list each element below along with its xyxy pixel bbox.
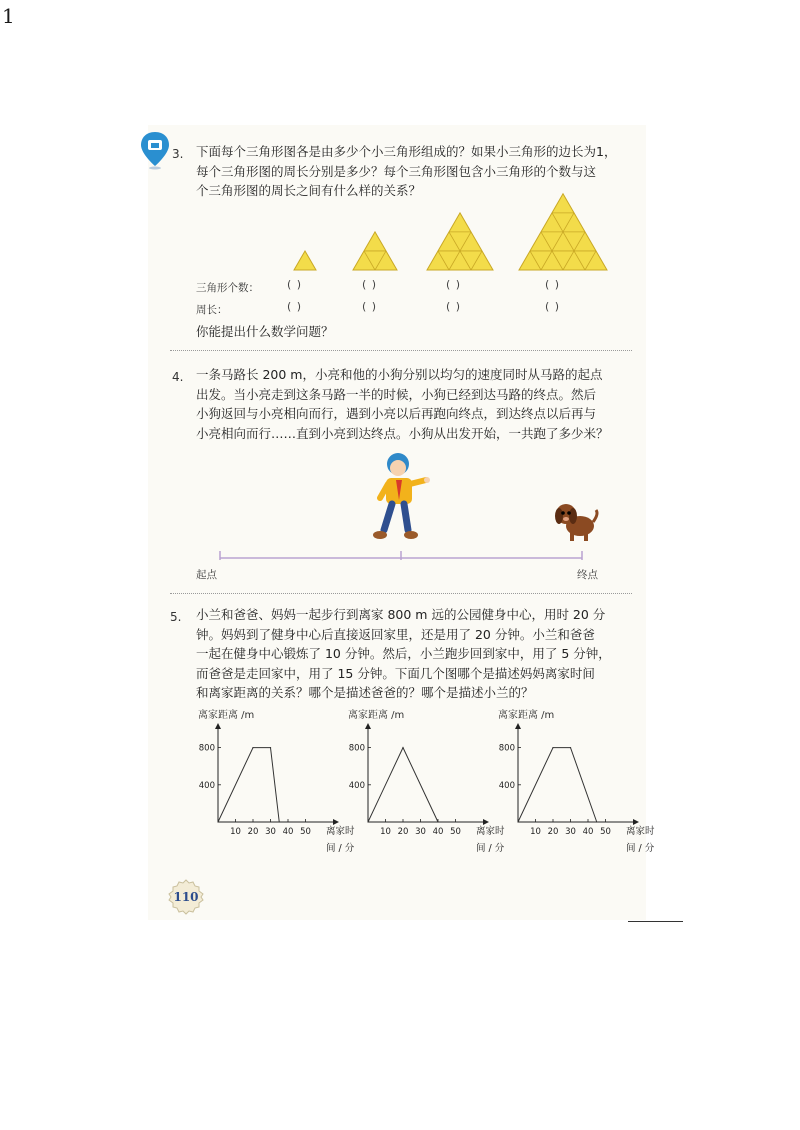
corner-number: 1 (2, 4, 15, 28)
end-label: 终点 (577, 569, 598, 581)
x-tick-label: 30 (565, 827, 576, 837)
data-point (517, 821, 518, 822)
count-blank-1[interactable]: ( ) (287, 278, 303, 291)
start-label: 起点 (196, 569, 217, 581)
data-point (570, 747, 571, 748)
data-point (217, 821, 218, 822)
x-axis-label-unit: 间 / 分 (326, 843, 355, 854)
q3-line: 个三角形图的周长之间有什么样的关系？ (196, 183, 422, 198)
triangle-figure-2 (353, 232, 397, 270)
road-line (210, 548, 592, 568)
q3-line: 每个三角形图的周长分别是多少？每个三角形图包含小三角形的个数与这 (196, 163, 597, 179)
triangle-figures (280, 188, 620, 273)
q4-line: 一条马路长 200 m，小亮和他的小狗分别以均匀的速度同时从马路的起点 (196, 367, 603, 382)
y-tick-label: 800 (198, 743, 215, 754)
data-point (552, 747, 553, 748)
y-tick-label: 800 (498, 743, 515, 754)
q5-line: 小兰和爸爸、妈妈一起步行到离家 800 m 远的公园健身中心，用时 20 分 (196, 607, 606, 622)
q5-line: 和离家距离的关系？哪个是描述爸爸的？哪个是描述小兰的？ (196, 685, 534, 700)
x-tick-label: 50 (300, 827, 311, 837)
y-axis-arrow (365, 723, 371, 729)
chart-1-ylabel: 离家距离 /m (198, 710, 255, 721)
x-tick-label: 30 (265, 827, 276, 837)
q3-followup-question: 你能提出什么数学问题？ (196, 324, 334, 339)
series-line (518, 748, 597, 822)
q5-line: 钟。妈妈到了健身中心后直接返回家里，还是用了 20 分钟。小兰和爸爸 (196, 626, 595, 642)
y-tick-label: 400 (198, 780, 215, 791)
count-blank-2[interactable]: ( ) (362, 278, 378, 291)
y-tick-label: 400 (348, 780, 365, 791)
series-line (218, 748, 279, 822)
q4-line: 小亮相向而行……直到小亮到达终点。小狗从出发开始，一共跑了多少米？ (196, 425, 609, 441)
y-axis-arrow (515, 723, 521, 729)
chart-3-ylabel: 离家距离 /m (498, 710, 555, 721)
x-tick-label: 40 (282, 827, 294, 837)
section-divider (170, 593, 632, 594)
x-axis-arrow (483, 819, 489, 825)
count-blank-4[interactable]: ( ) (545, 278, 561, 291)
x-axis-arrow (333, 819, 339, 825)
footer-rule (628, 921, 683, 922)
perimeter-blank-1[interactable]: ( ) (287, 300, 303, 313)
x-tick-label: 20 (547, 827, 559, 837)
series-line (368, 748, 438, 822)
y-axis-arrow (215, 723, 221, 729)
x-tick-label: 20 (247, 827, 259, 837)
x-tick-label: 40 (432, 827, 444, 837)
y-tick-label: 400 (498, 780, 515, 791)
x-tick-label: 50 (600, 827, 611, 837)
x-axis-label: 离家时 (476, 826, 505, 837)
data-point (437, 821, 438, 822)
distance-time-chart-2 (346, 722, 505, 860)
x-tick-label: 10 (530, 827, 541, 837)
distance-time-chart-1 (196, 722, 355, 860)
q4-number: 4. (172, 370, 184, 384)
data-point (270, 747, 271, 748)
q5-line: 一起在健身中心锻炼了 10 分钟。然后，小兰跑步回到家中，用了 5 分钟， (196, 646, 611, 661)
y-tick-label: 800 (348, 743, 365, 754)
q4-line: 出发。当小亮走到这条马路一半的时候，小狗已经到达马路的终点。然后 (196, 386, 597, 402)
perimeter-blank-3[interactable]: ( ) (446, 300, 462, 313)
page-number: 110 (173, 890, 199, 904)
x-axis-label: 离家时 (626, 826, 655, 837)
q5-number: 5. (170, 610, 182, 624)
q5-text (196, 605, 646, 703)
x-tick-label: 10 (230, 827, 241, 837)
data-point (596, 821, 597, 822)
triangle-figure-4 (519, 194, 607, 270)
perimeter-blank-2[interactable]: ( ) (362, 300, 378, 313)
x-axis-arrow (633, 819, 639, 825)
chart-2-ylabel: 离家距离 /m (348, 710, 405, 721)
q3-line: 下面每个三角形图各是由多少个小三角形组成的？如果小三角形的边长为1， (196, 144, 617, 159)
data-point (279, 821, 280, 822)
q4-line: 小狗返回与小亮相向而行，遇到小亮以后再跑向终点，到达终点以后再与 (196, 406, 597, 421)
x-tick-label: 50 (450, 827, 461, 837)
x-axis-label-unit: 间 / 分 (626, 843, 655, 854)
q5-line: 而爸爸是走回家中，用了 15 分钟。下面几个图哪个是描述妈妈离家时间 (196, 665, 595, 681)
x-tick-label: 30 (415, 827, 426, 837)
x-tick-label: 10 (380, 827, 391, 837)
count-blank-3[interactable]: ( ) (446, 278, 462, 291)
location-pin-icon (140, 130, 170, 170)
data-point (367, 821, 368, 822)
x-tick-label: 20 (397, 827, 409, 837)
boy-illustration (366, 450, 430, 550)
data-point (252, 747, 253, 748)
q3-number: 3. (172, 147, 184, 161)
q4-text (196, 365, 646, 443)
triangle-figure-1 (294, 251, 316, 270)
x-axis-label: 离家时 (326, 826, 355, 837)
count-label: 三角形个数： (196, 282, 259, 294)
dog-illustration (550, 498, 600, 543)
distance-time-chart-3 (496, 722, 655, 860)
section-divider (170, 350, 632, 351)
x-axis-label-unit: 间 / 分 (476, 843, 505, 854)
perimeter-blank-4[interactable]: ( ) (545, 300, 561, 313)
perimeter-label: 周长： (196, 304, 228, 316)
data-point (402, 747, 403, 748)
triangle-figure-3 (427, 213, 493, 270)
x-tick-label: 40 (582, 827, 594, 837)
